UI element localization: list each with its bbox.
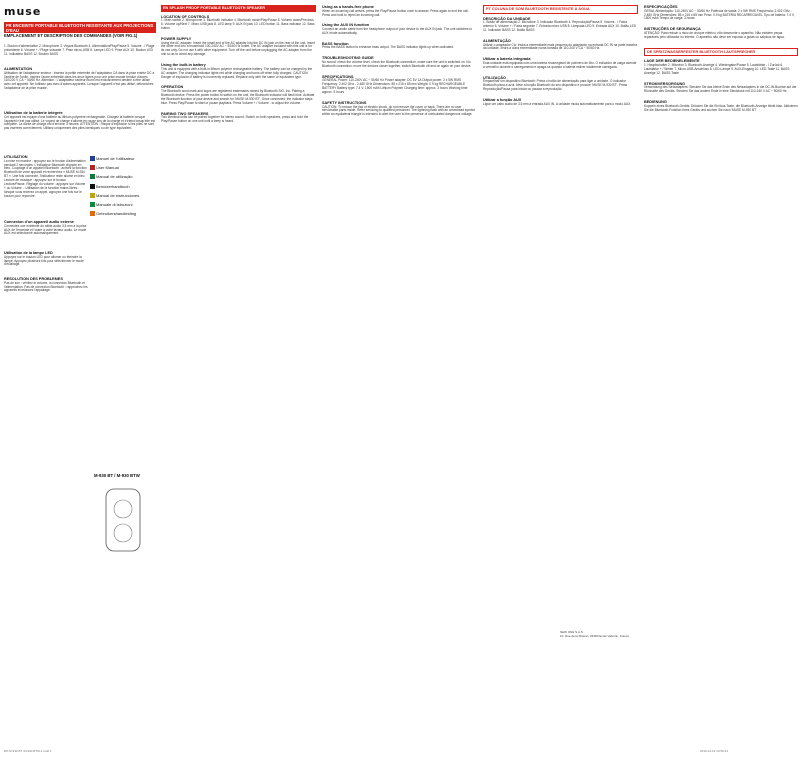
flag-icon xyxy=(90,184,95,189)
manual-language-item: Manuel de l'utilisateur xyxy=(96,156,135,161)
german-header: DE SPRITZWASSERFESTER BLUETOOTH LAUTSPRECHER xyxy=(644,48,798,57)
manual-language-item: User Manual xyxy=(96,165,119,171)
portuguese-controls: 1. Botão de alimentação 2. Microfone 3. Indicador Bluetooth 4. Reprodução/Pausa 5. Volume - / Faixa anterior 6. Volume + / Faixa seguinte 7. Entrada micro USB 8. Lâmpada LED 9. Entrada AUX 10. Botão LED 11. Indicador BASS 12. Botão BASS xyxy=(483,20,636,32)
flag-icon xyxy=(90,202,95,207)
english-safety-title: SAFETY INSTRUCTIONS xyxy=(322,100,367,105)
english-specs-title: SPECIFICATIONS xyxy=(322,74,354,79)
column-english-2 xyxy=(322,5,477,745)
manual-language-item: Manual de instrucciones xyxy=(96,192,140,198)
model-number: M-930 BT / M-930 BTW xyxy=(94,473,140,478)
french-use-text: La mise en marche : appuyez sur le bouton d'alimentation pendant 2 secondes. L'indicateur Bluetooth clignote en bleu. Couplage d'un appareil Bluetooth : activez la fonction Bluetooth de votre appareil et recherchez « MUSE M-930 BT ». Une fois connecté, l'indicateur reste allumé en bleu. Lecture de musique : appuyez sur le bouton Lecture/Pause. Réglage du volume : appuyez sur Volume + ou Volume -. Utilisation de la fonction mains libres : lorsque vous recevez un appel, appuyez une fois sur le bouton pour répondre. xyxy=(4,158,87,198)
french-header: FR ENCEINTE PORTABLE BLUETOOTH RESISTANTE AUX PROJECTIONS D'EAU xyxy=(4,22,156,34)
english-trouble-title: TROUBLESHOOTING GUIDE xyxy=(322,56,374,61)
french-aux-text: Connectez une extrémité du câble audio 3,5 mm à la prise AUX de l'enceinte et l'autre à votre lecteur audio. Le mode AUX est sélectionné automatiquement. xyxy=(4,223,87,236)
column-english-1 xyxy=(161,5,316,745)
english-tws-text: Two identical units can be paired together for stereo sound. Switch on both speakers, press and hold the Play/Pause button on one unit until a beep is heard. xyxy=(161,115,309,124)
footer-address: NEW ONE S.A.S 10, Rue de la Maison, 25480 Ecole Valentin, France xyxy=(560,630,630,638)
english-calls-title: Using as a hands-free phone xyxy=(322,5,374,9)
french-power-title: ALIMENTATION xyxy=(4,67,33,71)
french-battery-text: Cet appareil est équipé d'une batterie au lithium-polymère rechargeable. Chargez la batterie lorsque l'appareil n'est pas utilisé. Le voyant de charge s'allume en rouge lors de la charge et s'éteint lorsqu'elle est complète. La durée de charge est d'environ 3 heures. ATTENTION : Risque d'explosion si les piles ne sont pas insérées correctement. Utilisez uniquement des piles identiques ou de type équivalent. xyxy=(4,114,155,131)
french-trouble-title: RESOLUTION DES PROBLEMES xyxy=(4,277,63,281)
portuguese-operation-title: UTILIZAÇÃO xyxy=(483,75,506,80)
column-portuguese-german xyxy=(644,5,798,745)
muse-logo: muse xyxy=(4,5,42,18)
english-safety-text: CAUTION: To reduce the risk of electric shock, do not remove the cover or back. There are no user serviceable parts inside. Refer servicing to qualified personnel. The lightning flash with an arrowhead symbol within an equilateral triangle is intended to alert the user to the presence of uninsulated dangerous voltage. xyxy=(322,104,476,117)
german-operation-title: BEDIENUNG xyxy=(644,100,667,105)
portuguese-safety-title: INSTRUÇÕES DE SEGURANÇA xyxy=(644,27,701,32)
column-french xyxy=(4,5,156,745)
german-power-text: Verwendung des Netzadapters: Stecken Sie das kleine Ende des Netzadapters in die DC-IN-Buchse auf der Rückseite des Geräts. Stecken Sie das andere Ende in eine Steckdose mit 110-240 V AC ~ 50/60 Hz. xyxy=(644,85,797,94)
flag-icon xyxy=(90,211,95,216)
english-tws-title: PAIRING TWO SPEAKERS xyxy=(161,111,209,116)
portuguese-location-title: DESCRIÇÃO DA UNIDADE xyxy=(483,16,531,21)
footer-date: 2016-12-19 10:59:43 xyxy=(700,749,728,753)
german-controls: 1. Hauptschalter 2. Mikrofon 3. Bluetooth-Anzeige 4. Wiedergabe/Pause 5. Lautstärke - / Zurück 6. Lautstärke + / Weiter 7. Micro-USB-Anschluss 8. LED-Lampe 9. AUX-Eingang 10. LED-Taste 11. BASS-Anzeige 12. BASS-Taste xyxy=(644,62,791,75)
french-use-title: UTILISATION xyxy=(4,155,28,159)
portuguese-power-text: Utilizar o adaptador CA: Insira a extremidade mais pequena do adaptador na entrada DC IN na parte traseira da unidade. Insira a outra extremidade numa tomada de 110-240 V CA ~ 50/60 Hz. xyxy=(483,42,637,51)
french-led-title: Utilisation de la lampe LED xyxy=(4,251,53,255)
english-location-title: LOCATION OF CONTROLS xyxy=(161,14,210,19)
english-bass-text: Press the BASS button to enhance bass output. The BASS indicator lights up when activated. xyxy=(322,45,454,50)
manual-language-item: Manual de utilização xyxy=(96,174,133,180)
french-subheader: EMPLACEMENT ET DESCRIPTION DES COMMANDES (VOIR FIG.1) xyxy=(4,33,156,38)
english-controls: 1. Main switch 2. Microphone 3. Bluetooth indicator 4. Bluetooth mode/Play/Pause 5. Volume down/Previous 6. Volume up/Next 7. Micro USB jack 8. LED lamp 9. AUX IN jack 10. LED button 11. Bass indicator 12. Bass button xyxy=(161,18,315,30)
manual-language-item: Gebruikershandleiding xyxy=(96,211,137,217)
french-power-text: Utilisation de l'adaptateur secteur : Insérez la petite extrémité de l'adaptateur CA dans la prise entrée DC à l'arrière de l'unité. Insérez l'autre extrémité dans les deux lignes pour une prise murale fendue d'accès 110/220 V CA ~ 50/60 Hz. Attention : L'adaptateur secteur fourni est exclusivement destiné à être utilisé avec cet appareil. Ne l'utilisez pas avec d'autres appareils. Lorsque l'appareil n'est pas utilisé, débranchez l'adaptateur de la prise murale. xyxy=(4,70,155,91)
english-bass-title: BASS function xyxy=(322,41,349,46)
english-operation-title: OPERATION xyxy=(161,85,184,90)
english-trouble-text: No sound: check the volume level, check the Bluetooth connection, make sure the unit is switched on. No Bluetooth connection: move the devices closer together, switch Bluetooth off and on again on your device. xyxy=(322,59,472,68)
english-battery-text: This unit is equipped with a built-in lithium polymer rechargeable battery. The battery can be charged by the AC adapter. The charging indicator lights red while charging and turns off when fully charged. CAUTION: Danger of explosion if battery is incorrectly replaced. Replace only with the same or equivalent type. xyxy=(161,66,313,79)
english-header: EN SPLASH PROOF PORTABLE BLUETOOTH SPEAKER xyxy=(161,5,316,12)
english-power-title: POWER SUPPLY xyxy=(161,36,192,41)
flag-icon xyxy=(90,174,95,179)
print-footer xyxy=(0,748,802,756)
portuguese-specs-text: GERAL Alimentação: 110-240V AC ~ 50/60 Hz Potência de saída: 2 x 5W RMS Frequência: 2.402 GHz - 2.480 GHz Dimensões: 85 x 215 x 85 mm Peso: 0.9 kg BATERIA RECARREGÁVEL Tipo de bateria: 7.4 V, 1500 mAh Tempo de carga: 3 horas xyxy=(644,8,795,21)
english-power-text: Using the AC adapter: Insert the small end of the AC adapter into the DC IN jack on the rear of the unit. Insert the other end into a household 100-240V AC ~ 50/60 Hz outlet. The AC adapter included with this unit is for its use only. Do not use it with other equipment. Turn off the unit before unplugging the AC adapter from the unit so as to avoid any damage. xyxy=(161,40,315,57)
brand-area xyxy=(4,5,156,19)
flag-icon xyxy=(90,193,95,198)
german-power-title: STROMVERSORGUNG xyxy=(644,81,686,86)
french-trouble-text: Pas de son : vérifiez le volume, la connexion Bluetooth et l'alimentation. Pas de connexion Bluetooth : rapprochez les appareils et relancez l'appairage. xyxy=(4,280,88,293)
speaker-illustration xyxy=(100,485,146,555)
footer-file: DP-M-930 BT /M-930 BTW-1.indd 1 xyxy=(4,749,52,753)
german-location-title: LAGE DER BEDIENELEMENTE xyxy=(644,59,700,64)
english-operation-text: The Bluetooth word mark and logos are registered trademarks owned by Bluetooth SIG, Inc. Pairing a Bluetooth device: Press the power button to switch on the unit, the Bluetooth indicator will flash blue. Activate the Bluetooth function of your device and search for 'MUSE M-930 BT'. Once connected, the indicator stays blue. Press Play/Pause to start or pause playback. Press Volume + / Volume - to adjust the volume. xyxy=(161,89,315,105)
portuguese-battery-title: Utilizar a bateria integrada xyxy=(483,57,531,62)
english-calls-text: When an incoming call arrives, press the Play/Pause button once to answer. Press again to end the call. Press and hold to reject an incoming call. xyxy=(322,8,469,17)
english-specs-text: GENERAL Power: 110-240V AC ~ 50/60 Hz Power adapter: DC 5V 1A Output power: 2 x 5W RMS Frequency: 2.402 GHz - 2.480 GHz Dimensions: 85 x 215 x 85 mm Weight: 0.9 kg RECHARGEABLE BATTERY Battery type: 7.4 V, 1500 mAh Lithium Polymer Charging time: approx. 3 hours Working time: approx. 5 hours xyxy=(322,78,469,95)
portuguese-specs-title: ESPECIFICAÇÕES xyxy=(644,5,678,9)
portuguese-operation-text: Emparelhar um dispositivo Bluetooth: Prima o botão de alimentação para ligar a unidade. O indicador Bluetooth pisca a azul. Ative a função Bluetooth do seu dispositivo e procure 'MUSE M-930 BT'. Prima Reprodução/Pausa para iniciar ou pausar a reprodução. xyxy=(483,79,628,92)
german-operation-text: Koppeln eines Bluetooth-Geräts: Drücken Sie die Ein/Aus-Taste, die Bluetooth-Anzeige blinkt blau. Aktivieren Sie die Bluetooth-Funktion Ihres Geräts und suchen Sie nach 'MUSE M-930 BT'. xyxy=(644,103,798,112)
english-battery-title: Using the built-in battery xyxy=(161,63,206,68)
french-aux-title: Connexion d'un appareil audio externe xyxy=(4,220,74,224)
flag-icon xyxy=(90,156,95,161)
french-controls: 1. Bouton d'alimentation 2. Microphone 3. Voyant Bluetooth 4. Alimentation/Play/Pause 5. Volume - / Plage précédente 6. Volume + / Plage suivante 7. Prise micro-USB 8. Lampe LED 9. Prise AUX 10. Bouton LED 11. Indicateur BASS 12. Bouton BASS xyxy=(4,44,155,56)
portuguese-power-title: ALIMENTAÇÃO xyxy=(483,38,511,43)
french-battery-title: Utilisation de la batterie intégrée xyxy=(4,111,63,115)
portuguese-aux-title: Utilizar a função AUX xyxy=(483,98,522,103)
portuguese-header: PT COLUNA DE SOM BLUETOOTH RESISTENTE À ÁGUA xyxy=(483,5,638,14)
english-aux-text: Connect an audio cable from the headphone output of your device to the AUX IN jack. The unit switches to AUX mode automatically. xyxy=(322,27,473,35)
flag-icon xyxy=(90,165,95,170)
portuguese-aux-text: Ligue um cabo áudio de 3,5 mm à entrada AUX IN. A unidade muda automaticamente para o modo AUX. xyxy=(483,101,632,106)
french-led-text: Appuyez sur le bouton LED pour allumer ou éteindre la lampe. Appuyez plusieurs fois pour sélectionner le mode d'éclairage. xyxy=(4,254,84,267)
portuguese-battery-text: Esta unidade está equipada com uma bateria recarregável de polímero de lítio. O indicador de carga acende a vermelho durante o carregamento e apaga-se quando a bateria estiver totalmente carregada. xyxy=(483,60,637,69)
english-aux-title: Using the AUX IN function xyxy=(322,23,370,28)
portuguese-safety-text: ATENÇÃO: Para reduzir o risco de choque elétrico, não desmonte o aparelho. Não existem peças reparáveis pelo utilizador no interior. O aparelho não deve ser exposto a gotas ou salpicos de água. xyxy=(644,30,785,39)
manual-language-item: Benutzerhandbuch xyxy=(96,183,130,189)
manual-language-item: Manuale di istruzioni xyxy=(96,202,133,207)
